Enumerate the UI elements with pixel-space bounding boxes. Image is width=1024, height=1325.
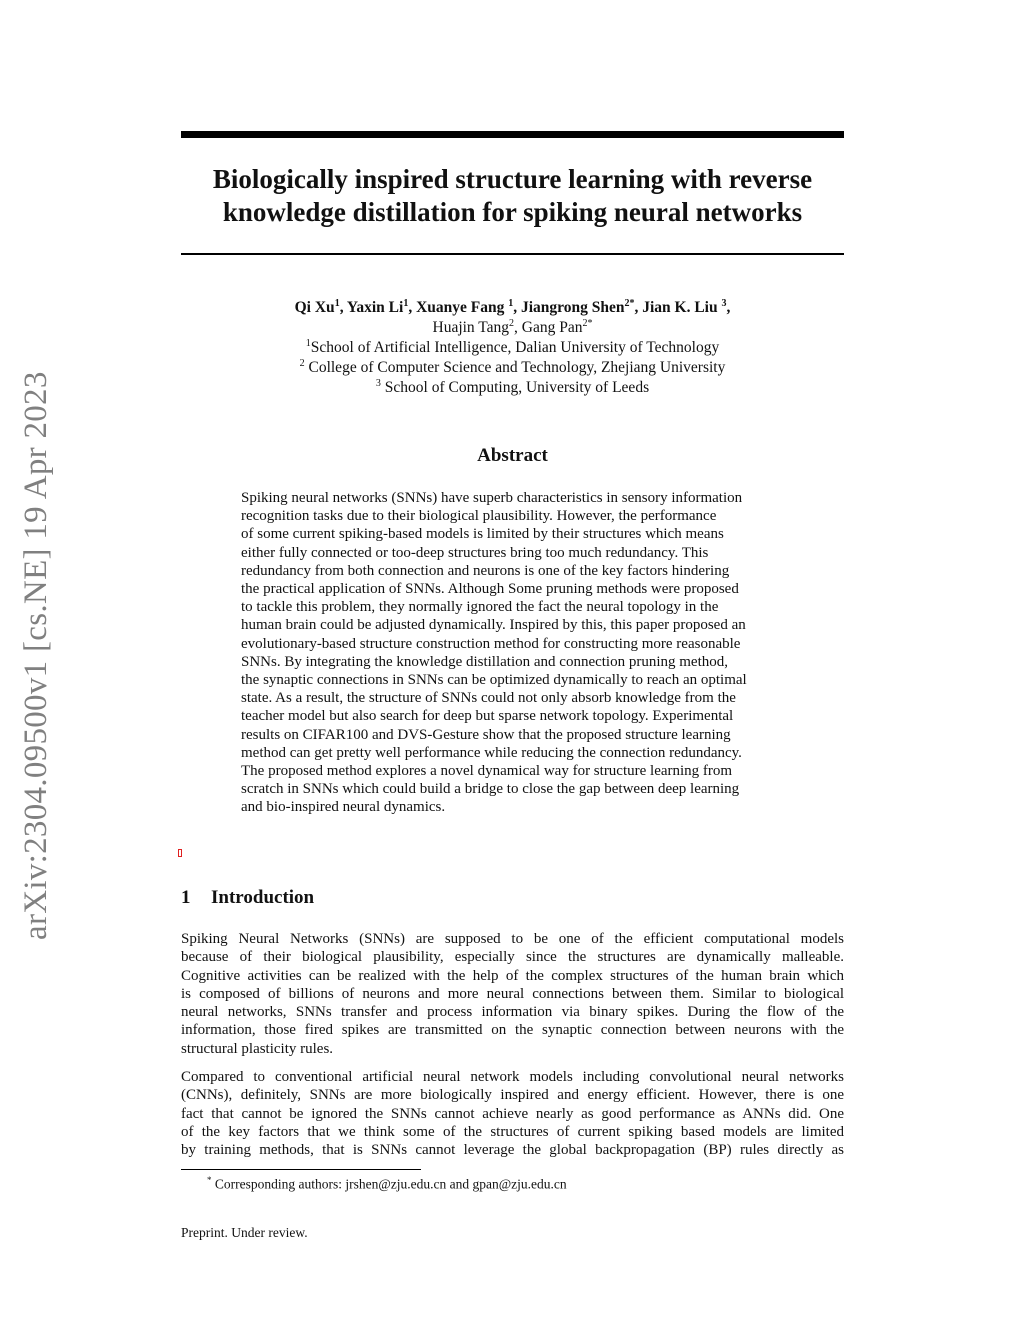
author-name: Huajin Tang [432, 319, 510, 336]
author-affiliation-mark: 2* [624, 297, 635, 309]
affiliation-mark: 3 [375, 377, 381, 389]
author-name: Jian K. Liu [642, 299, 722, 316]
paragraph-line: of the key factors that we think some of the structures of current spiking based models are limited [181, 1123, 844, 1140]
intro-paragraph-1 [181, 930, 844, 1058]
paragraph-line: information, those fired spikes are transmitted on the synaptic connection between neurons with the [181, 1022, 844, 1039]
section-number: 1 [181, 887, 191, 908]
abstract-line: recognition tasks due to their biological plausibility. However, the performance [241, 508, 717, 525]
section-title: Introduction [211, 887, 315, 908]
paragraph-line: (CNNs), definitely, SNNs are more biologically inspired and energy efficient. However, there is one [181, 1087, 844, 1104]
abstract-line: scratch in SNNs which could build a bridge to close the gap between deep learning [241, 781, 740, 798]
affiliation-3 [181, 378, 844, 398]
abstract-line: and bio-inspired neural dynamics. [241, 799, 446, 816]
author-affiliation-mark: 1 [508, 297, 514, 309]
abstract-line: Spiking neural networks (SNNs) have superb characteristics in sensory information [241, 490, 743, 506]
title-line-1: Biologically inspired structure learning with reverse [212, 164, 813, 194]
footnote-marker: * [207, 1175, 212, 1185]
footnote-rule [181, 1169, 421, 1170]
author-name: Xuanye Fang [416, 299, 509, 316]
author-separator: , [514, 319, 522, 336]
abstract-line: teacher model but also search for deep but sparse network topology. Experimental [241, 708, 734, 725]
paragraph-line: Spiking Neural Networks (SNNs) are supposed to be one of the efficient computational models [181, 931, 844, 947]
paragraph-line: structural plasticity rules. [181, 1040, 334, 1057]
author-affiliation-mark: 1 [403, 297, 409, 309]
paragraph-line: is composed of billions of neurons and more neural connections between them. Similar to biological [181, 985, 844, 1002]
abstract-line: the synaptic connections in SNNs can be optimized dynamically to reach an optimal [241, 672, 747, 689]
intro-paragraph-2 [181, 1068, 844, 1159]
arxiv-identifier: arXiv:2304.09500v1 [cs.NE] 19 Apr 2023 [18, 371, 54, 940]
author-name: Yaxin Li [346, 299, 404, 316]
paper-title [181, 163, 844, 229]
paragraph-line: neural networks, SNNs transfer and process information via binary spikes. During the flow of the [181, 1004, 844, 1021]
title-bottom-rule [181, 253, 844, 255]
footnote-corresponding-authors [207, 1175, 567, 1193]
title-line-2: knowledge distillation for spiking neural networks [222, 197, 803, 227]
paragraph-line: fact that cannot be ignored the SNNs cannot achieve nearly as good performance as ANNs did. One [181, 1105, 844, 1122]
abstract-line: evolutionary-based structure construction method for constructing more reasonable [241, 635, 741, 652]
affiliation-1 [181, 338, 844, 358]
abstract-body [241, 489, 786, 817]
abstract-line: of some current spiking-based models is limited by their structures which means [241, 526, 724, 543]
author-separator: , [513, 299, 521, 316]
author-separator: , [726, 299, 731, 316]
abstract-line: to tackle this problem, they normally ignored the fact the neural topology in the [241, 599, 719, 616]
abstract-line: the practical application of SNNs. Although Some pruning methods were proposed [241, 581, 739, 598]
affiliation-2 [181, 358, 844, 378]
author-separator: , [339, 299, 347, 316]
preprint-note: Preprint. Under review. [181, 1225, 308, 1240]
author-name: Qi Xu [294, 299, 335, 316]
author-affiliation-mark: 1 [334, 297, 340, 309]
link-marker[interactable] [178, 849, 182, 857]
paragraph-line: by training methods, that is SNNs cannot leverage the global backpropagation (BP) rules directly as [181, 1142, 844, 1159]
author-block [181, 298, 844, 398]
affiliation-mark: 1 [305, 337, 311, 349]
author-separator: , [634, 299, 643, 316]
author-line-1 [181, 298, 844, 318]
affiliation-text: College of Computer Science and Technology, Zhejiang University [304, 359, 726, 376]
author-affiliation-mark: 2 [509, 317, 515, 329]
author-separator: , [408, 299, 417, 316]
abstract-line: redundancy from both connection and neurons is one of the key factors hindering [241, 562, 730, 579]
abstract-line: results on CIFAR100 and DVS-Gesture show that the proposed structure learning [241, 726, 731, 743]
abstract-line: human brain could be adjusted dynamically. Inspired by this, this paper proposed an [241, 617, 746, 634]
author-line-2 [181, 318, 844, 338]
section-heading-introduction [181, 887, 314, 909]
author-affiliation-mark: 2* [582, 317, 593, 329]
author-affiliation-mark: 3 [721, 297, 727, 309]
author-name: Jiangrong Shen [520, 299, 625, 316]
affiliation-text: School of Artificial Intelligence, Dalian University of Technology [310, 339, 720, 356]
paragraph-line: Cognitive activities can be realized with the help of the complex structures of the human brain which [181, 967, 844, 984]
abstract-heading: Abstract [477, 445, 548, 466]
abstract-line: state. As a result, the structure of SNNs could not only absorb knowledge from the [241, 690, 736, 707]
paragraph-line: because of their biological plausibility, especially since the structures are dynamically malleable. [181, 949, 844, 966]
abstract-line: SNNs. By integrating the knowledge distillation and connection pruning method, [241, 653, 729, 670]
abstract-line: The proposed method explores a novel dynamical way for structure learning from [241, 763, 733, 780]
footnote-text: Corresponding authors: jrshen@zju.edu.cn and gpan@zju.edu.cn [211, 1176, 567, 1192]
author-name: Gang Pan [521, 319, 583, 336]
affiliation-mark: 2 [299, 357, 305, 369]
abstract-line: method can get pretty well performance while reducing the connection redundancy. [241, 744, 742, 761]
affiliation-text: School of Computing, University of Leeds [380, 379, 650, 396]
title-top-rule [181, 131, 844, 138]
abstract-line: either fully connected or too-deep structures bring too much redundancy. This [241, 544, 709, 561]
paragraph-line: Compared to conventional artificial neural network models including convolutional neural networks [181, 1069, 844, 1085]
